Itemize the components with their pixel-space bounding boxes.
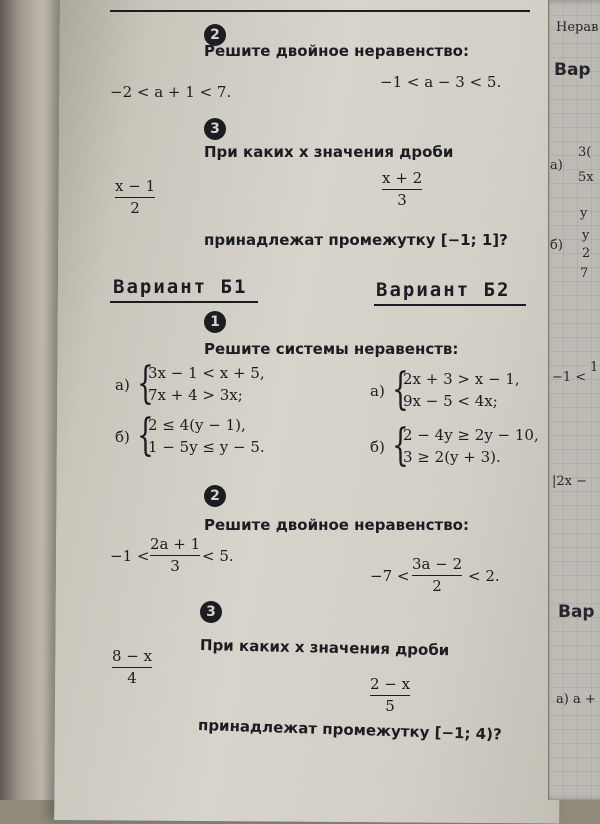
fraction-right	[370, 676, 410, 715]
inequality-right-post: < 2.	[468, 567, 500, 585]
inequality-left: −2 < a + 1 < 7.	[110, 83, 232, 101]
task-question: Решите двойное неравенство:	[204, 42, 469, 60]
system-line: 2 ≤ 4(y − 1),	[148, 416, 246, 434]
fraction-numerator: 8 − x	[112, 647, 153, 665]
next-page-edge	[548, 0, 600, 800]
next-page-item-label: б)	[550, 238, 563, 253]
task-condition: принадлежат промежутку [−1; 1]?	[204, 231, 508, 249]
next-page-text: y	[580, 206, 588, 221]
system-line: 7x + 4 > 3x;	[148, 386, 243, 404]
task-number-badge: 2	[204, 485, 226, 507]
task-number-badge: 3	[200, 601, 222, 623]
fraction-denominator: 3	[397, 191, 407, 209]
next-page-variant: Вар	[554, 60, 591, 80]
next-page-text: −1 <	[552, 370, 587, 385]
next-page-variant: Вар	[558, 602, 595, 622]
inequality-right-pre: −7 <	[370, 567, 410, 585]
fraction-numerator: x − 1	[115, 177, 156, 195]
variant-b1-underline	[110, 301, 258, 303]
system-brace: {	[137, 358, 154, 409]
item-label: б)	[115, 428, 130, 446]
item-label: б)	[370, 438, 385, 456]
fraction-bar	[370, 695, 410, 696]
next-page-text: 1	[590, 360, 599, 375]
fraction-denominator: 4	[127, 669, 137, 687]
system-line: 3 ≥ 2(y + 3).	[403, 448, 501, 466]
task-number-badge: 2	[204, 24, 226, 46]
variant-b2-title: Вариант Б2	[376, 279, 511, 301]
system-brace: {	[137, 410, 154, 461]
fraction-numerator: x + 2	[382, 169, 423, 187]
task-question: При каких x значения дроби	[204, 143, 454, 161]
task-question: При каких x значения дроби	[199, 636, 450, 660]
system-line: 3x − 1 < x + 5,	[148, 364, 265, 382]
next-page-text: 5x	[578, 170, 594, 185]
next-page-text: 2	[582, 246, 591, 261]
inequality-left-pre: −1 <	[110, 547, 150, 565]
fraction-numerator: 2 − x	[370, 675, 411, 693]
system-line: 9x − 5 < 4x;	[403, 392, 498, 410]
next-page-header: Нерав	[556, 20, 599, 35]
fraction-left	[115, 178, 155, 217]
next-page-text: 7	[580, 266, 589, 281]
task-number-badge: 3	[204, 118, 226, 140]
fraction-denominator: 2	[130, 199, 140, 217]
system-line: 2 − 4y ≥ 2y − 10,	[403, 426, 539, 444]
fraction-numerator: 2a + 1	[150, 535, 201, 553]
system-brace: {	[392, 364, 409, 415]
system-line: 1 − 5y ≤ y − 5.	[148, 438, 265, 456]
item-label: а)	[115, 376, 130, 394]
inequality-left-post: < 5.	[202, 547, 234, 565]
fraction-bar	[150, 555, 200, 556]
fraction-bar	[382, 189, 422, 190]
fraction-left	[112, 648, 152, 687]
fraction-denominator: 5	[385, 697, 395, 715]
task-question: Решите двойное неравенство:	[204, 516, 469, 534]
system-brace: {	[392, 420, 409, 471]
next-page-text: y	[582, 228, 590, 243]
system-b2-a	[370, 364, 540, 418]
fraction-bar	[112, 667, 152, 668]
variant-b2-underline	[374, 304, 526, 306]
fraction-numerator: 3a − 2	[412, 555, 463, 573]
fraction-right	[382, 170, 422, 209]
fraction-bar	[115, 197, 155, 198]
next-page-text: 3(	[578, 145, 592, 160]
variant-b1-title: Вариант Б1	[113, 276, 248, 298]
next-page-text: |2x −	[552, 474, 588, 489]
fraction-denominator: 3	[170, 557, 180, 575]
next-page-item-label: а)	[550, 158, 563, 173]
task-question: Решите системы неравенств:	[204, 340, 459, 358]
system-b2-b	[370, 420, 540, 474]
system-line: 2x + 3 > x − 1,	[403, 370, 520, 388]
top-rule	[110, 10, 530, 12]
item-label: а)	[370, 382, 385, 400]
system-b1-a	[115, 358, 265, 412]
task-number-badge: 1	[204, 311, 226, 333]
fraction-denominator: 2	[432, 577, 442, 595]
next-page-text: а) a +	[556, 692, 596, 707]
inequality-right: −1 < a − 3 < 5.	[380, 73, 502, 91]
fraction-bar	[412, 575, 462, 576]
system-b1-b	[115, 410, 265, 464]
task-condition: принадлежат промежутку [−1; 4)?	[197, 716, 502, 744]
fraction-left	[150, 536, 200, 575]
fraction-right	[412, 556, 462, 595]
